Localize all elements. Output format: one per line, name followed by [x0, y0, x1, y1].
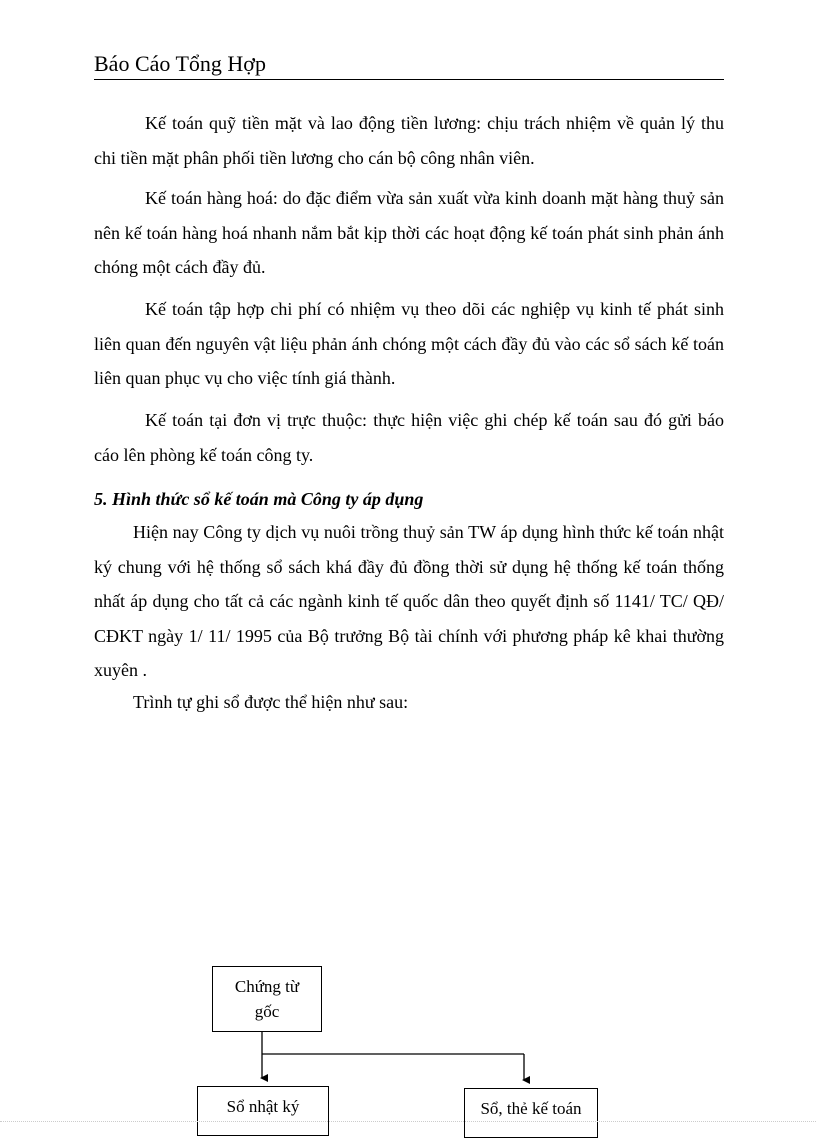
paragraph-ke-toan-don-vi-truc-thuoc: Kế toán tại đơn vị trực thuộc: thực hiện việc ghi chép kế toán sau đó gửi báo cáo lên phòng kế toán công ty.: [94, 410, 724, 465]
node-chung-tu-goc-label: Chứng từ gốc: [234, 977, 300, 1021]
paragraph-trinh-tu-ghi-so: Trình tự ghi sổ được thể hiện như sau:: [133, 692, 409, 712]
node-chung-tu-goc: [212, 966, 322, 1032]
node-so-the-ke-toan-label: Sổ, thẻ kế toán: [480, 1099, 582, 1118]
node-so-nhat-ky: [197, 1086, 329, 1136]
header-title: Báo Cáo Tổng Hợp: [94, 51, 266, 76]
paragraph-ke-toan-hang-hoa: Kế toán hàng hoá: do đặc điểm vừa sản xuất vừa kinh doanh mặt hàng thuỷ sản nên kế toán hàng hoá nhanh nắm bắt kịp thời các hoạt động kế toán phát sinh phản ánh chóng một cách đầy đủ.: [94, 188, 724, 277]
page-edge: [0, 1121, 816, 1122]
paragraph-hinh-thuc-so: Hiện nay Công ty dịch vụ nuôi trồng thuỷ sản TW áp dụng hình thức kế toán nhật ký chung với hệ thống sổ sách khá đầy đủ đồng thời sử dụng hệ thống kế toán thống nhất áp dụng cho tất cả các ngành kinh tế quốc dân theo quyết định số 1141/ TC/ QĐ/ CĐKT ngày 1/ 11/ 1995 của Bộ trưởng Bộ tài chính với phương pháp kê khai thường xuyên .: [94, 522, 724, 680]
paragraph-ke-toan-tap-hop-chi-phi: Kế toán tập hợp chi phí có nhiệm vụ theo dõi các nghiệp vụ kinh tế phát sinh liên quan đến nguyên vật liệu phản ánh chóng một cách đầy đủ vào các sổ sách kế toán liên quan phục vụ cho việc tính giá thành.: [94, 299, 724, 388]
node-so-the-ke-toan: [464, 1088, 598, 1138]
header-divider: [94, 79, 724, 80]
node-so-nhat-ky-label: Sổ nhật ký: [226, 1097, 300, 1116]
paragraph-ke-toan-quy-tien-mat: Kế toán quỹ tiền mặt và lao động tiền lương: chịu trách nhiệm về quản lý thu chi tiền mặt phân phối tiền lương cho cán bộ công nhân viên.: [94, 113, 724, 168]
section-heading: 5. Hình thức sổ kế toán mà Công ty áp dụng: [94, 489, 424, 509]
